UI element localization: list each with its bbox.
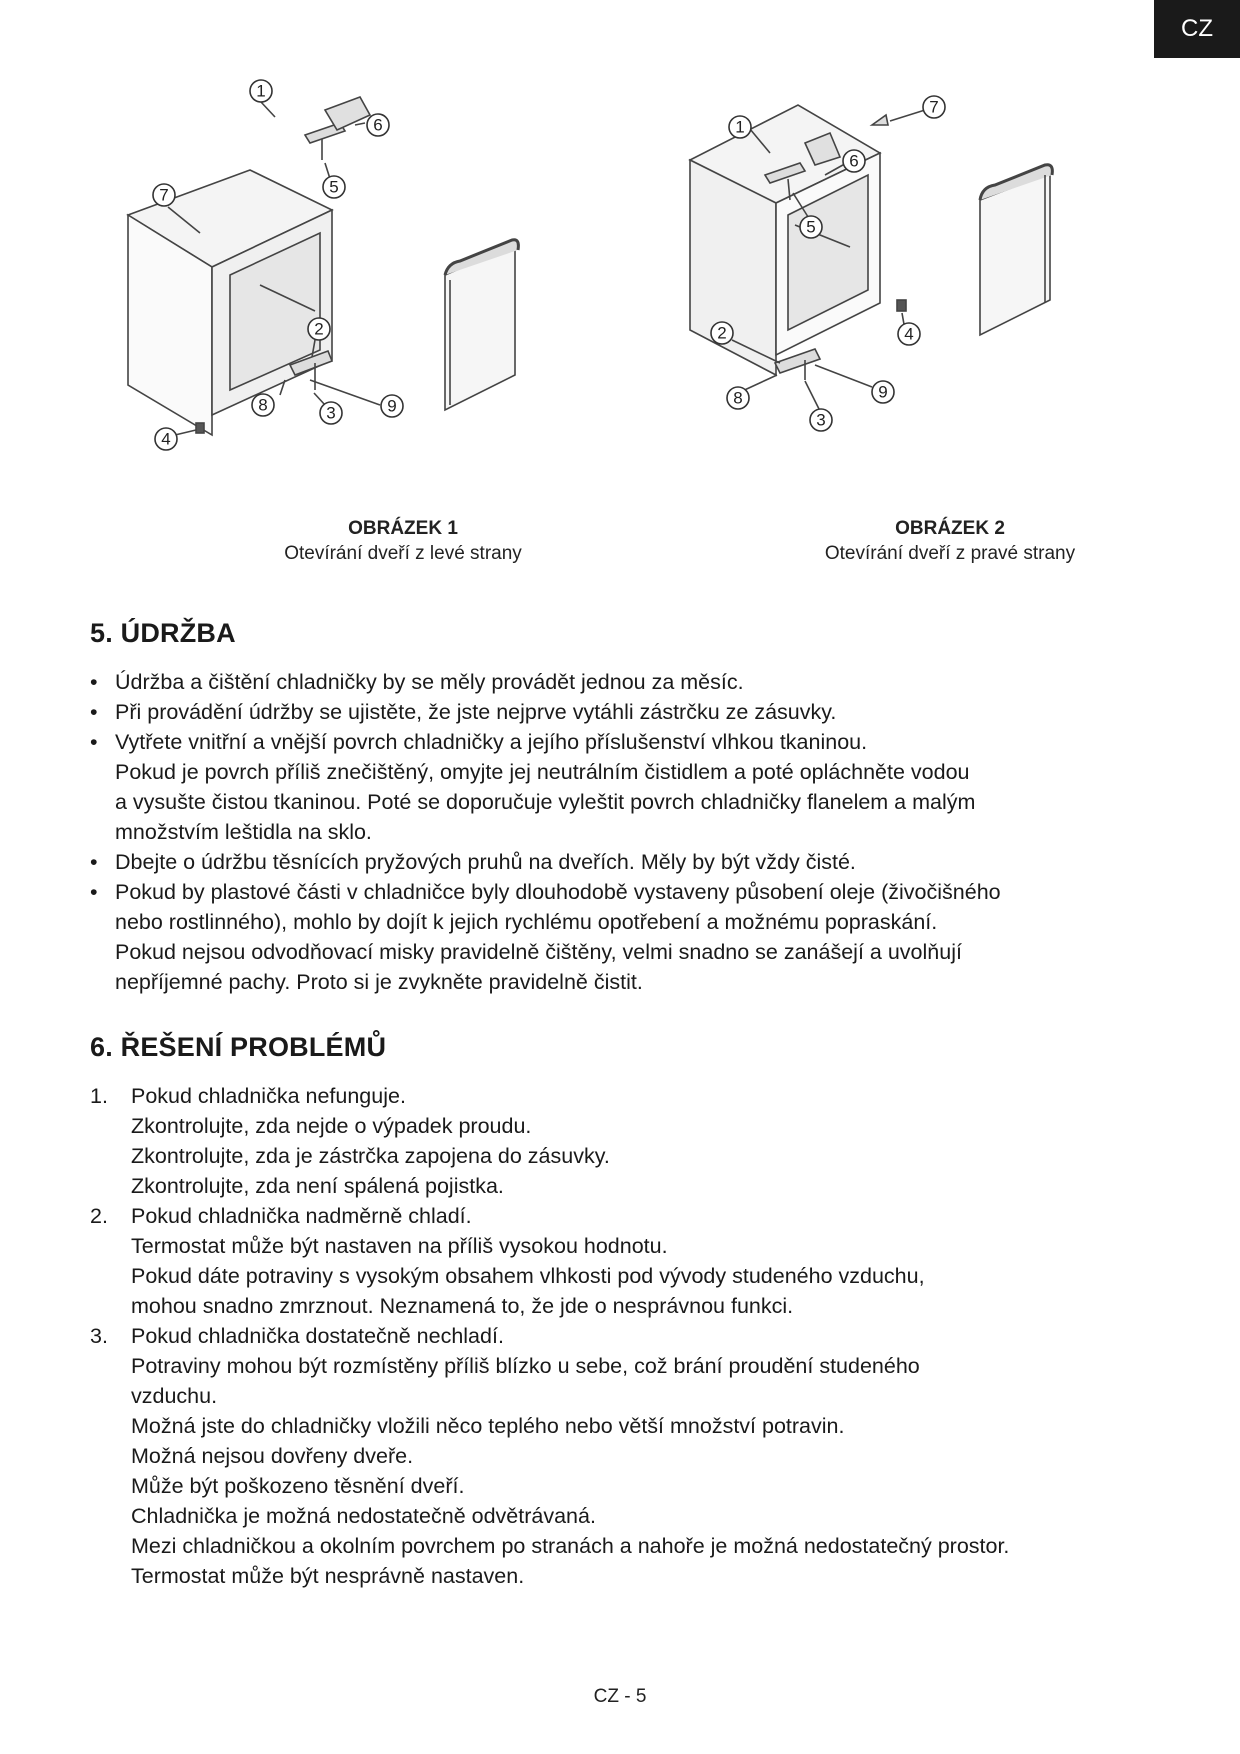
- label-3: 3: [326, 403, 336, 423]
- label-6: 6: [373, 115, 383, 135]
- maintenance-heading: 5. ÚDRŽBA: [90, 618, 236, 648]
- figure-2-title: OBRÁZEK 2: [895, 518, 1005, 539]
- figure-1-title: OBRÁZEK 1: [348, 518, 458, 539]
- figure-1-caption: [203, 516, 603, 566]
- maintenance-line: nepříjemné pachy. Proto si je zvykněte pravidelně čistit.: [115, 970, 643, 994]
- troubleshooting-section: [90, 1032, 1170, 1591]
- problem-solution: mohou snadno zmrznout. Neznamená to, že jde o nesprávnou funkci.: [131, 1294, 794, 1318]
- figure-2-caption: [750, 516, 1150, 566]
- problem-solution: Zkontrolujte, zda nejde o výpadek proudu.: [131, 1114, 532, 1138]
- label-1: 1: [735, 117, 745, 137]
- maintenance-line: nebo rostlinného), mohlo by dojít k jejich rychlému opotřebení a možnému popraskání.: [115, 910, 938, 934]
- problem-item: [90, 1201, 1170, 1321]
- label-8: 8: [258, 395, 268, 415]
- problem-solution: Zkontrolujte, zda je zástrčka zapojena do zásuvky.: [131, 1144, 610, 1168]
- problem-item: [90, 1081, 1170, 1201]
- maintenance-line: • Pokud by plastové části v chladničce byly dlouhodobě vystaveny působení oleje (živočišného: [115, 880, 1001, 904]
- problem-solution: Termostat může být nastaven na příliš vysokou hodnotu.: [131, 1234, 668, 1258]
- troubleshooting-list: [90, 1081, 1170, 1591]
- problem-number: 1.: [90, 1084, 108, 1108]
- maintenance-item: [90, 727, 1170, 847]
- label-3: 3: [816, 410, 826, 430]
- maintenance-section: [90, 618, 1170, 997]
- maintenance-item: [90, 697, 1170, 727]
- label-4: 4: [904, 324, 914, 344]
- maintenance-item: [90, 667, 1170, 697]
- maintenance-line: • Při provádění údržby se ujistěte, že jste nejprve vytáhli zástrčku ze zásuvky.: [115, 700, 837, 724]
- problem-solution: Může být poškozeno těsnění dveří.: [131, 1474, 465, 1498]
- label-5: 5: [329, 177, 339, 197]
- page-number: CZ - 5: [593, 1686, 647, 1707]
- problem-solution: Pokud dáte potraviny s vysokým obsahem vlhkosti pod vývody studeného vzduchu,: [131, 1264, 925, 1288]
- problem-solution: Mezi chladničkou a okolním povrchem po stranách a nahoře je možná nedostatečný prostor.: [131, 1534, 1010, 1558]
- problem-solution: Možná jste do chladničky vložili něco teplého nebo větší množství potravin.: [131, 1414, 845, 1438]
- maintenance-item: [90, 847, 1170, 877]
- problem-solution: vzduchu.: [131, 1384, 218, 1408]
- problem-title: Pokud chladnička nadměrně chladí.: [131, 1204, 472, 1228]
- problem-number: 3.: [90, 1324, 108, 1348]
- label-7: 7: [929, 97, 939, 117]
- door-reversal-figures: [100, 75, 1160, 575]
- maintenance-line: a vysušte čistou tkaninou. Poté se doporučuje vyleštit povrch chladničky flanelem a malým: [115, 790, 976, 814]
- problem-solution: Možná nejsou dovřeny dveře.: [131, 1444, 414, 1468]
- label-9: 9: [387, 396, 397, 416]
- label-5: 5: [806, 217, 816, 237]
- label-7: 7: [159, 185, 169, 205]
- problem-solution: Termostat může být nesprávně nastaven.: [131, 1564, 525, 1588]
- troubleshooting-heading: 6. ŘEŠENÍ PROBLÉMŮ: [90, 1032, 387, 1062]
- maintenance-line: Pokud je povrch příliš znečištěný, omyjte jej neutrálním čistidlem a poté opláchněte vodou: [115, 760, 970, 784]
- maintenance-list: [90, 667, 1170, 997]
- figure-2-diagram: [680, 75, 1160, 515]
- problem-title: Pokud chladnička dostatečně nechladí.: [131, 1324, 504, 1348]
- problem-title: Pokud chladnička nefunguje.: [131, 1084, 406, 1108]
- label-8: 8: [733, 388, 743, 408]
- problem-solution: Potraviny mohou být rozmístěny příliš blízko u sebe, což brání proudění studeného: [131, 1354, 920, 1378]
- figure-1-diagram: [100, 75, 580, 515]
- maintenance-line: • Vytřete vnitřní a vnější povrch chladničky a jejího příslušenství vlhkou tkaninou.: [115, 730, 868, 754]
- label-1: 1: [256, 81, 266, 101]
- maintenance-line: množstvím leštidla na sklo.: [115, 820, 372, 844]
- figure-1-subtitle: Otevírání dveří z levé strany: [284, 543, 522, 564]
- figure-2-subtitle: Otevírání dveří z pravé strany: [824, 543, 1076, 564]
- maintenance-line: • Dbejte o údržbu těsnících pryžových pruhů na dveřích. Měly by být vždy čisté.: [115, 850, 856, 874]
- label-9: 9: [878, 382, 888, 402]
- label-2: 2: [314, 319, 324, 339]
- problem-solution: Chladnička je možná nedostatečně odvětrávaná.: [131, 1504, 596, 1528]
- language-tab: CZ: [1154, 0, 1240, 58]
- label-2: 2: [717, 323, 727, 343]
- problem-item: [90, 1321, 1170, 1591]
- label-6: 6: [849, 151, 859, 171]
- problem-solution: Zkontrolujte, zda není spálená pojistka.: [131, 1174, 504, 1198]
- maintenance-item: [90, 877, 1170, 997]
- problem-number: 2.: [90, 1204, 108, 1228]
- label-4: 4: [161, 429, 171, 449]
- maintenance-line: • Údržba a čištění chladničky by se měly provádět jednou za měsíc.: [115, 670, 744, 694]
- maintenance-line: Pokud nejsou odvodňovací misky pravidelně čištěny, velmi snadno se zanášejí a uvolňují: [115, 940, 962, 964]
